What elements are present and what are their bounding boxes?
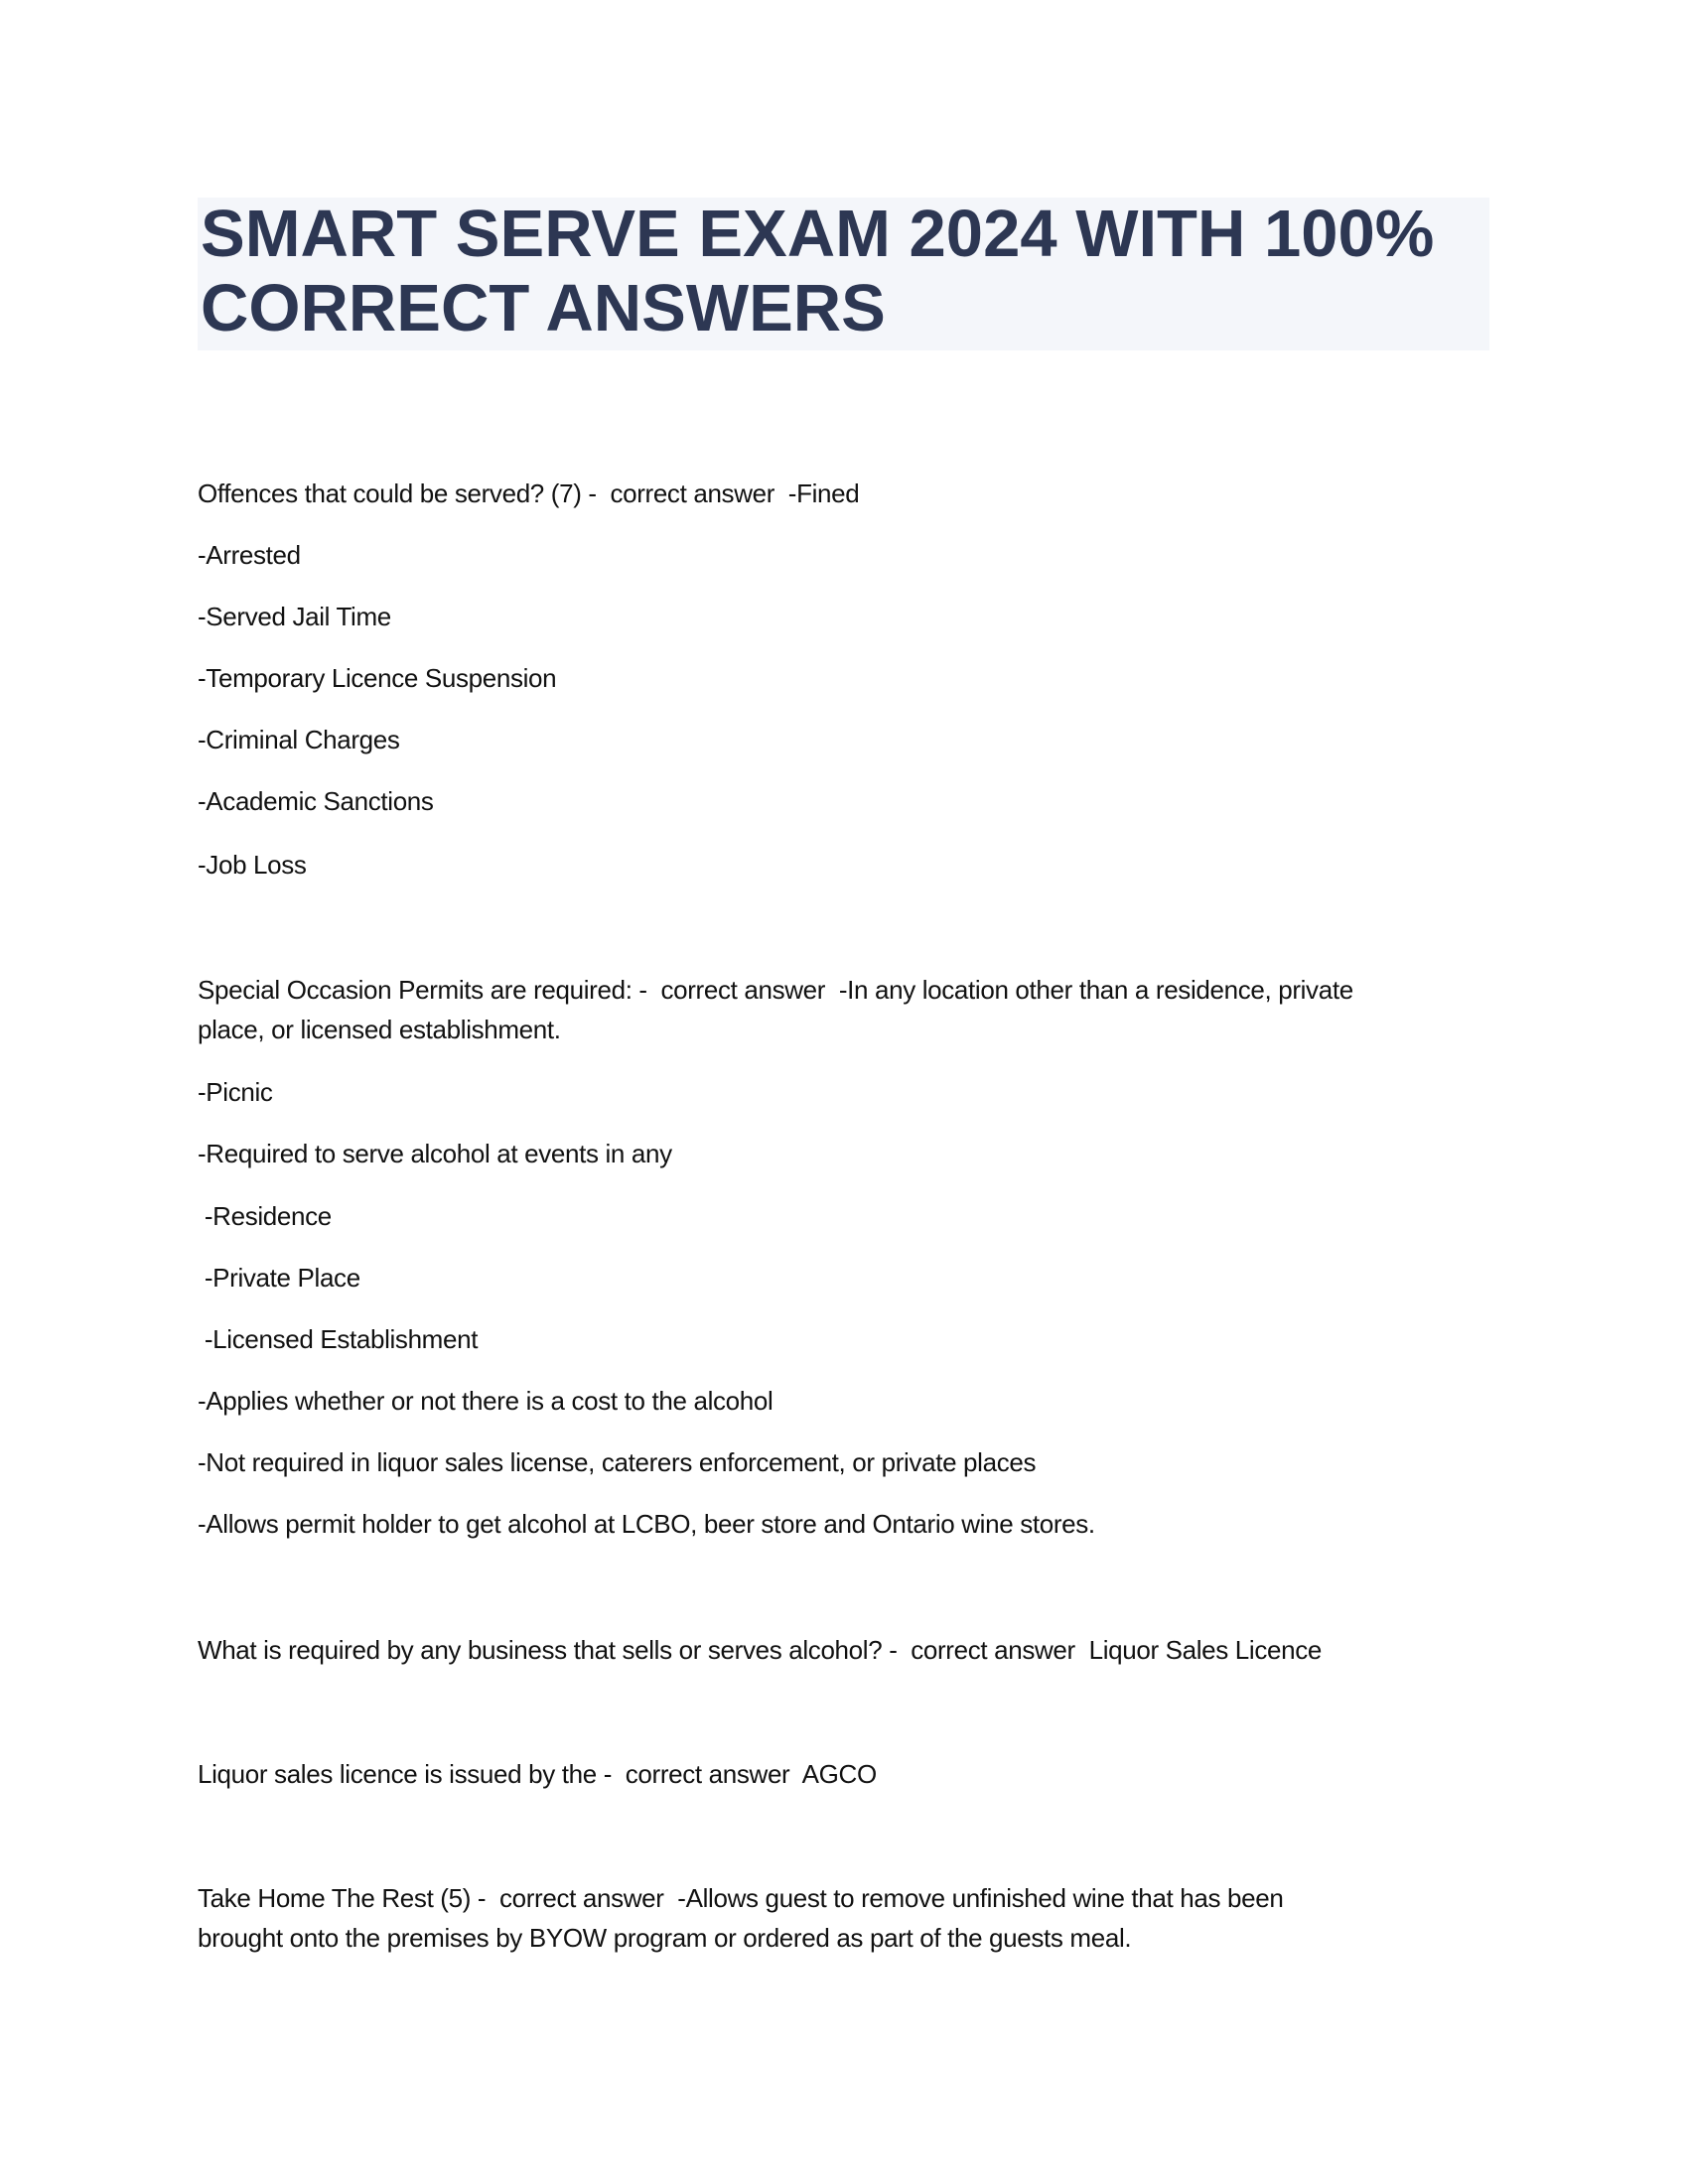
answer-item: -Job Loss bbox=[198, 850, 307, 880]
question-special-occasion-permits-line-2: place, or licensed establishment. bbox=[198, 1015, 561, 1044]
question-take-home-the-rest-line-1: Take Home The Rest (5) - correct answer -Allows guest to remove unfinished wine that has been bbox=[198, 1883, 1284, 1913]
answer-item: -Served Jail Time bbox=[198, 602, 391, 631]
answer-sub-item: -Licensed Establishment bbox=[198, 1324, 479, 1354]
question-offences: Offences that could be served? (7) - correct answer -Fined bbox=[198, 478, 860, 508]
question-licence-issuer: Liquor sales licence is issued by the - correct answer AGCO bbox=[198, 1759, 877, 1789]
question-business-requirement: What is required by any business that sells or serves alcohol? - correct answer Liquor Sales Licence bbox=[198, 1635, 1322, 1665]
question-special-occasion-permits-line-1: Special Occasion Permits are required: - correct answer -In any location other than a residence, private bbox=[198, 975, 1353, 1005]
document-title-line-1: SMART SERVE EXAM 2024 WITH 100% bbox=[201, 197, 1435, 271]
answer-sub-item: -Private Place bbox=[198, 1263, 360, 1293]
answer-item: -Arrested bbox=[198, 540, 301, 570]
answer-item: -Picnic bbox=[198, 1077, 273, 1107]
answer-item: -Allows permit holder to get alcohol at LCBO, beer store and Ontario wine stores. bbox=[198, 1509, 1095, 1539]
answer-sub-item: -Residence bbox=[198, 1201, 332, 1231]
answer-item: -Not required in liquor sales license, caterers enforcement, or private places bbox=[198, 1447, 1037, 1477]
answer-item: -Academic Sanctions bbox=[198, 786, 434, 816]
answer-item: -Criminal Charges bbox=[198, 725, 400, 754]
answer-item: -Temporary Licence Suspension bbox=[198, 663, 557, 693]
answer-item: -Applies whether or not there is a cost to the alcohol bbox=[198, 1386, 774, 1416]
document-title-line-2: CORRECT ANSWERS bbox=[201, 271, 886, 345]
question-take-home-the-rest-line-2: brought onto the premises by BYOW program or ordered as part of the guests meal. bbox=[198, 1923, 1132, 1953]
answer-item: -Required to serve alcohol at events in any bbox=[198, 1139, 672, 1168]
